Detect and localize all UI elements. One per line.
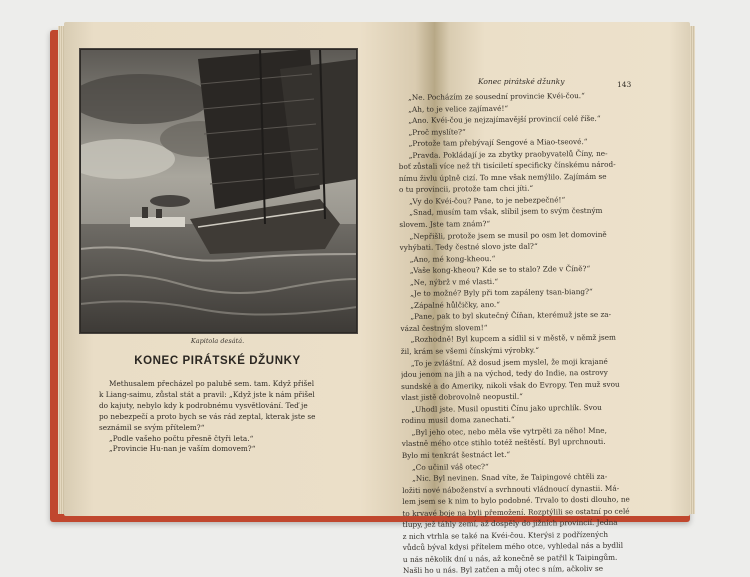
text-line: nímu živlu úplně cizí. To mne však nemýlilo. Zajímám se bbox=[398, 171, 607, 183]
text-line: „Provincie Hu-nan je vaším domovem?“ bbox=[109, 444, 256, 454]
text-line: po nebezpečí a proto bych se vás rád zeptal, kterak jste se bbox=[99, 411, 316, 421]
text-line: jdou jenom na jih a na východ, tedy do Indie, na ostrovy bbox=[400, 367, 608, 380]
text-line: vlastně mého otce stihlo totéž neštěstí. Byl uprchnouti. bbox=[401, 437, 606, 449]
text-line: „Ah, to je velice zajímavé!“ bbox=[408, 103, 509, 114]
right-page-body bbox=[398, 90, 637, 577]
text-line: vlast jistě dobrovolně neopustil.“ bbox=[401, 391, 523, 403]
running-head: Konec pirátské džunky bbox=[478, 77, 565, 86]
text-line: „Rozhodně! Byl kupcem a sídlil si v městě, v němž jsem bbox=[410, 333, 616, 345]
text-line: Bylo mi tenkrát šestnáct let.“ bbox=[401, 449, 511, 460]
text-line: „Snad, musím tam však, slíbil jsem to svým čestným bbox=[409, 206, 603, 218]
page-number: 143 bbox=[617, 80, 632, 89]
text-line: „Pane, pak to byl skutečný Číňan, kterémuž jste se za- bbox=[410, 310, 612, 322]
text-line: u nás několik dní u nás, až konečně se patřil k Taipingům. bbox=[402, 552, 618, 564]
text-line: vyhýbati. Tedy čestné slovo jste dal?“ bbox=[399, 241, 538, 253]
text-line: „Uhodl jste. Musil opustiti Čínu jako uprchlík. Svou bbox=[411, 402, 602, 414]
text-line: o tu provincii, protože tam chci jíti.“ bbox=[398, 183, 534, 195]
text-line: „Ano. Kvéi-čou je nejzajímavější provincií celé říše.“ bbox=[408, 113, 601, 125]
text-line: „Ano, mé kong-kheou.“ bbox=[409, 253, 496, 264]
text-line: „Byl jeho otec, nebo měla vše vytrpěti za něho! Mne, bbox=[411, 425, 607, 437]
text-line: to krvavé boje na byli přemožení. Rozptýlili se ostatní po celé bbox=[402, 506, 630, 518]
junk-ship-engraving bbox=[80, 49, 357, 333]
text-line: vázal čestným slovem!“ bbox=[400, 323, 488, 333]
text-line: „Nic. Byl nevinen. Snad víte, že Taipingové chtěli za- bbox=[412, 471, 608, 483]
text-line: seznámil se svým přítelem?“ bbox=[99, 422, 205, 432]
text-line: z nich vtrhla se také na Kvéi-čou. Kterýsi z podřízených bbox=[402, 529, 609, 541]
text-line: boť zůstali více než tři tisíciletí specificky čínskému národ- bbox=[398, 160, 616, 172]
illustration-caption: Kapitola desátá. bbox=[190, 337, 245, 345]
text-line: „Proč myslíte?“ bbox=[408, 126, 466, 137]
text-line: tlupy, jež táhly zemí, až dospěly do jižních provincií. Jedna bbox=[402, 517, 618, 530]
text-line: „Zápalné hůlčičky, ano.“ bbox=[410, 299, 500, 310]
text-line: do kajuty, nebylo kdy k podrobnému vysvětlování. Teď je bbox=[99, 400, 308, 410]
text-line: „Vaše kong-kheou? Kde se to stalo? Zde v Číně?“ bbox=[409, 264, 591, 276]
text-line: „Pravda. Pokládají je za zbytky praobyvatelů Číny, ne- bbox=[408, 148, 608, 160]
text-line: „Protože tam přebývají Sengové a Miao-tseové.“ bbox=[408, 137, 588, 149]
text-line: Methusalem přecházel po palubě sem. tam. Když přišel bbox=[109, 379, 315, 388]
text-line: „Je to možné? Byly při tom zapáleny tsan-biang?“ bbox=[410, 287, 593, 299]
text-line: „Vy do Kvéi-čou? Pane, to je nebezpečné!“ bbox=[409, 195, 566, 206]
text-line: „To je zvláštní. Až dosud jsem myslel, že moji krajané bbox=[410, 356, 608, 368]
text-line: Našli ho u nás. Byl zatčen a můj otec s ním, ačkoliv se bbox=[402, 564, 604, 576]
text-line: „Ne, nýbrž v mé vlasti.“ bbox=[409, 276, 499, 287]
ship-illustration bbox=[79, 48, 358, 334]
text-line: „Ne. Pocházím ze sousední provincie Kvéi-čou.“ bbox=[408, 91, 585, 102]
text-line: žil, krám se všemi čínskými výrobky.“ bbox=[400, 345, 539, 357]
text-line: ložiti nové náboženství a svrhnouti vládnoucí dynastii. Má- bbox=[402, 483, 620, 495]
text-line: slovem. Jste tam znám?“ bbox=[399, 219, 491, 230]
text-line: „Co učinil váš otec?“ bbox=[411, 461, 489, 472]
text-line: „Nepřišli, protože jsem se musil po osm let domovině bbox=[409, 229, 607, 241]
text-line: lem jsem se k nim to bylo podobné. Trvalo to dosti dlouho, ne bbox=[402, 494, 630, 507]
text-line: sundské a do Ameriky, nikoli však do Evropy. Ten muž svou bbox=[401, 379, 620, 391]
text-line: rodinu musil doma zanechati.“ bbox=[401, 415, 515, 426]
chapter-title: KONEC PIRÁTSKÉ DŽUNKY bbox=[134, 355, 301, 367]
left-page-body bbox=[99, 379, 349, 455]
text-line: „Podle vašeho počtu přesně čtyři leta.“ bbox=[109, 433, 254, 443]
text-line: k Liang-saimu, zůstal stát a pravil: „Když jste k nám přišel bbox=[99, 389, 315, 399]
text-line: vůdců býval kdysi přítelem mého otce, vyhledal nás a bydlil bbox=[402, 540, 624, 553]
